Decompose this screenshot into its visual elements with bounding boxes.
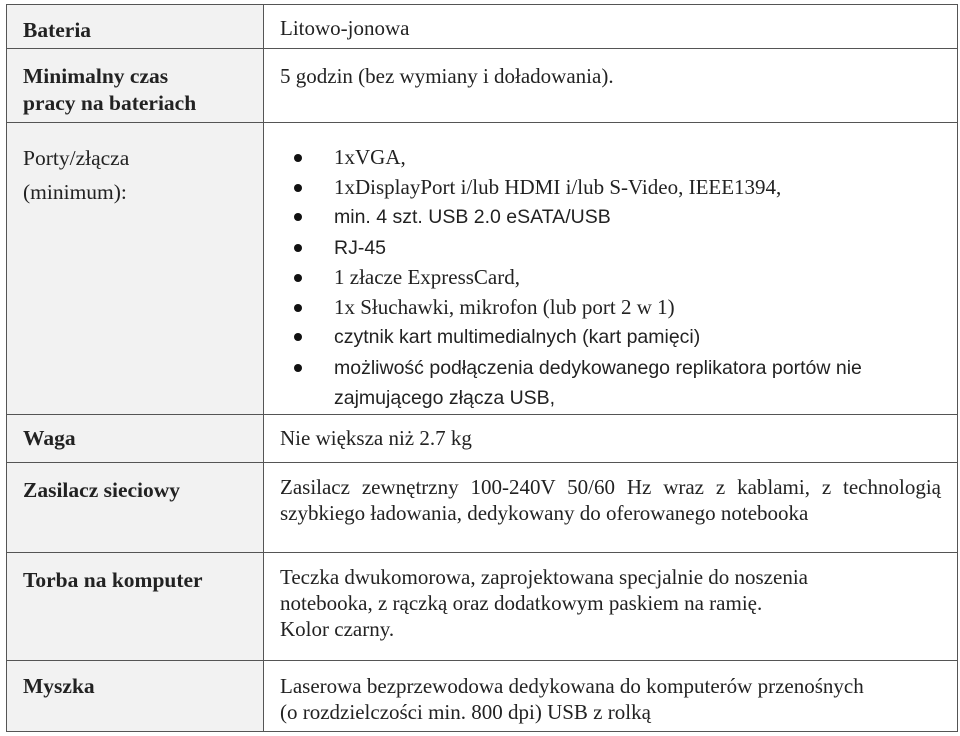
- specification-table: [6, 4, 958, 732]
- port-item-text: czytnik kart multimedialnych (kart pamięci): [334, 326, 701, 348]
- bullet-icon: [294, 244, 302, 252]
- label-torba: Torba na komputer: [7, 552, 264, 660]
- row-myszka: [7, 660, 958, 732]
- value-zasilacz: Zasilacz zewnętrzny 100-240V 50/60 Hz wraz z kablami, z technologią szybkiego ładowania, dedykowany do oferowanego notebooka: [264, 462, 958, 552]
- bullet-icon: [294, 184, 302, 192]
- label-porty-line1: Porty/złącza: [23, 146, 130, 170]
- label-waga: Waga: [7, 414, 264, 462]
- port-item-text: 1xVGA,: [334, 145, 406, 169]
- bullet-icon: [294, 213, 302, 221]
- bullet-icon: [294, 333, 302, 341]
- label-porty-line2: (minimum):: [23, 180, 127, 204]
- port-item-text: 1x Słuchawki, mikrofon (lub port 2 w 1): [334, 294, 675, 319]
- bullet-icon: [294, 154, 302, 162]
- bullet-icon: [294, 364, 302, 372]
- row-bateria: [7, 5, 958, 49]
- value-waga: Nie większa niż 2.7 kg: [264, 414, 958, 462]
- label-bateria: Bateria: [7, 5, 264, 49]
- row-porty: [7, 123, 958, 415]
- value-myszka: Laserowa bezprzewodowa dedykowana do komputerów przenośnych (o rozdzielczości min. 800 dpi) USB z rolką: [264, 660, 958, 732]
- port-item: [280, 322, 957, 353]
- port-item: [280, 173, 957, 203]
- port-item: [280, 353, 957, 414]
- bullet-icon: [294, 304, 302, 312]
- label-czas-pracy: [7, 49, 264, 123]
- value-czas-pracy: 5 godzin (bez wymiany i doładowania).: [264, 49, 958, 123]
- row-zasilacz: [7, 462, 958, 552]
- port-item-text: min. 4 szt. USB 2.0 eSATA/USB: [334, 206, 611, 228]
- value-torba-line3: Kolor czarny.: [280, 616, 395, 641]
- label-myszka: Myszka: [7, 660, 264, 732]
- label-czas-pracy-line1: Minimalny czas: [23, 64, 169, 88]
- port-item-text: 1xDisplayPort i/lub HDMI i/lub S-Video, IEEE1394,: [334, 174, 782, 199]
- row-czas-pracy: [7, 49, 958, 123]
- value-torba: [264, 552, 958, 660]
- port-item: [280, 293, 957, 323]
- row-waga: [7, 414, 958, 462]
- label-porty: [7, 123, 264, 415]
- port-item-text: możliwość podłączenia dedykowanego replikatora portów nie zajmującego złącza USB,: [334, 356, 862, 409]
- port-item: [280, 143, 957, 173]
- label-czas-pracy-line2: pracy na bateriach: [23, 91, 197, 115]
- port-list: [280, 143, 957, 414]
- port-item-text: 1 złacze ExpressCard,: [334, 265, 520, 289]
- port-item: [280, 263, 957, 293]
- port-item: [280, 202, 957, 233]
- label-zasilacz: Zasilacz sieciowy: [7, 462, 264, 552]
- bullet-icon: [294, 274, 302, 282]
- row-torba: [7, 552, 958, 660]
- value-torba-line1: Teczka dwukomorowa, zaprojektowana specjalnie do noszenia: [280, 564, 808, 589]
- port-item: [280, 233, 957, 264]
- value-torba-line2: notebooka, z rączką oraz dodatkowym paskiem na ramię.: [280, 590, 763, 615]
- value-bateria: Litowo-jonowa: [264, 5, 958, 49]
- value-porty: [264, 123, 958, 415]
- port-item-text: RJ-45: [334, 236, 387, 259]
